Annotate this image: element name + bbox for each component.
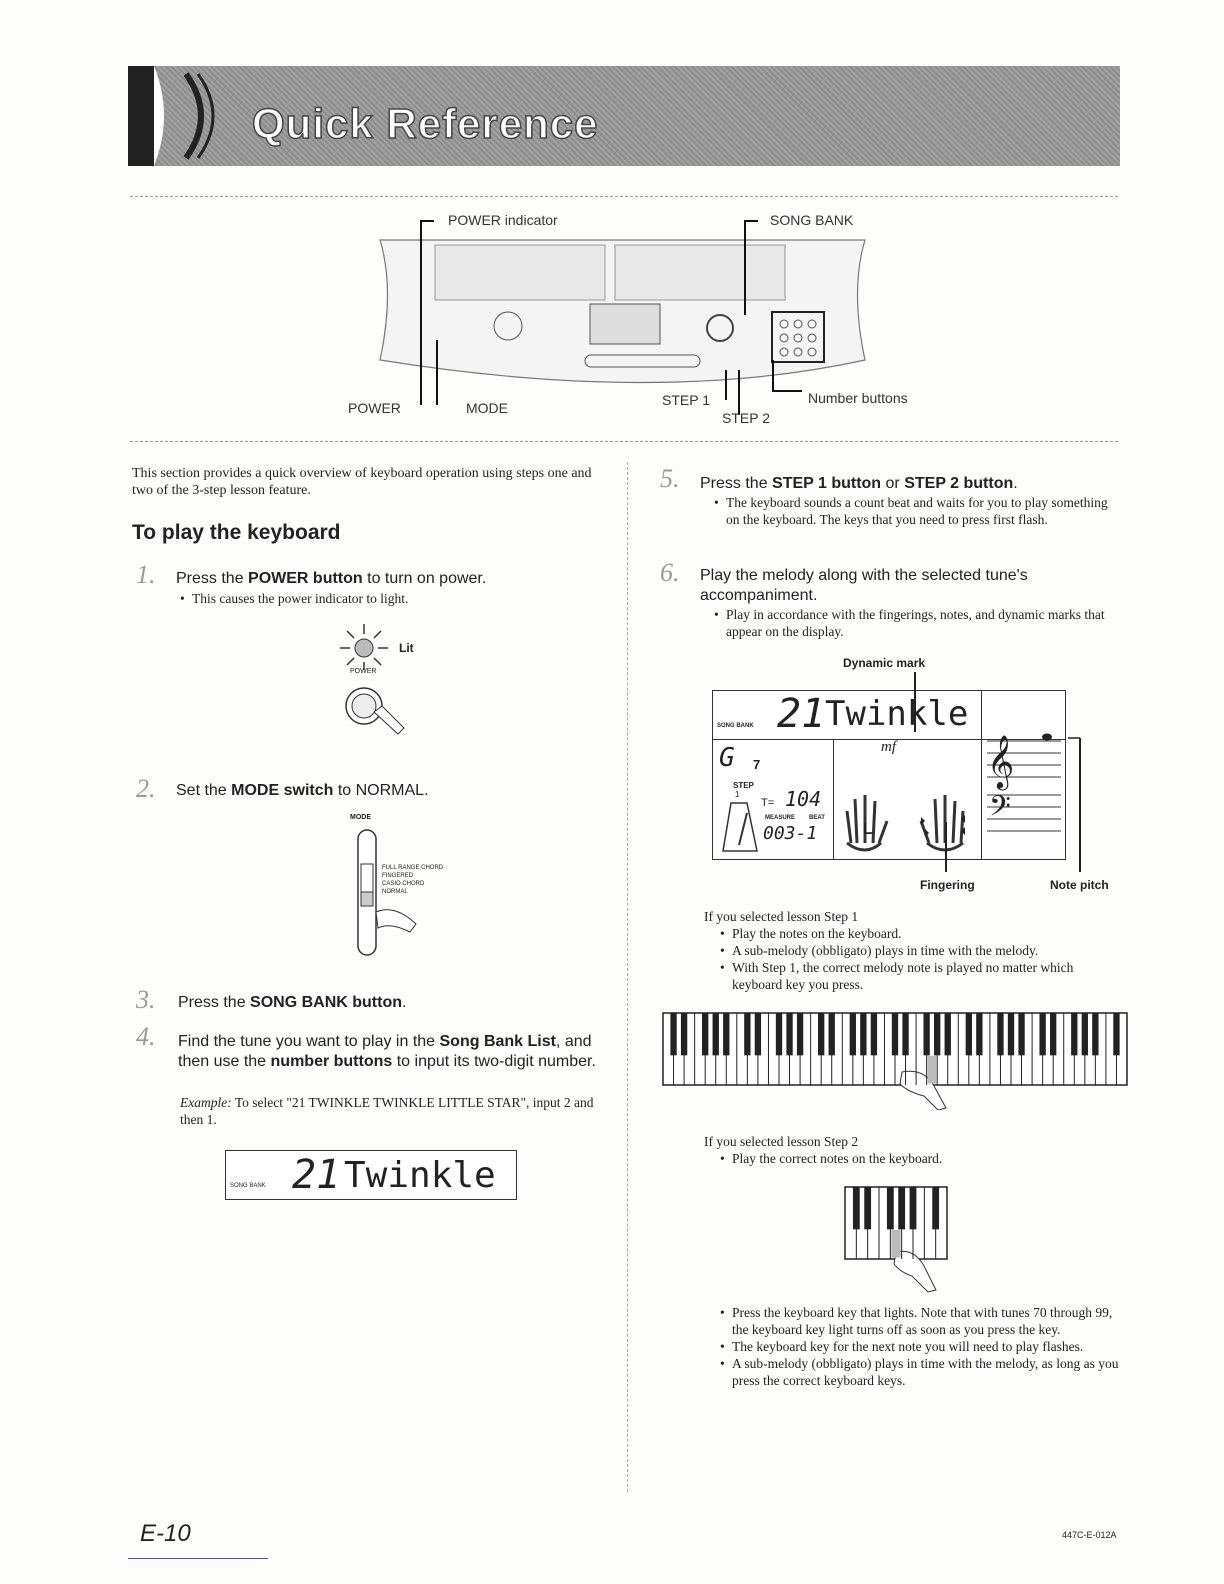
mode-small-label: MODE [350, 814, 371, 821]
power-button-lit-illustration [330, 620, 420, 745]
lesson-step1-list [718, 925, 1126, 993]
display-song-name: Twinkle [825, 694, 969, 734]
step-4-example: Example: To select "21 TWINKLE TWINKLE LITTLE STAR", input 2 and then 1. [180, 1095, 594, 1127]
list-item: • The keyboard key for the next note you will need to play flashes. [732, 1338, 1128, 1355]
song-bank-lcd [225, 1150, 517, 1200]
step-5-note: • The keyboard sounds a count beat and waits for you to play something on the keyboard. The keys that you need to press first flash. [712, 494, 1124, 528]
lesson-step2-heading: If you selected lesson Step 2 [704, 1134, 859, 1149]
dynamic-mark-label: Dynamic mark [843, 656, 926, 670]
step-6-note: • Play in accordance with the fingerings, notes, and dynamic marks that appear on the display. [712, 606, 1124, 640]
small-keyboard-illustration [844, 1186, 950, 1296]
lcd-song-number: 21 [292, 1152, 341, 1198]
step-1-number: 1. [136, 560, 156, 589]
mode-options [382, 864, 443, 896]
lit-key [891, 1230, 900, 1258]
list-item: • Play the correct notes on the keyboard. [732, 1150, 1126, 1167]
page-title: Quick Reference [252, 100, 599, 147]
column-divider [627, 462, 628, 1492]
step-5-number: 5. [660, 464, 680, 493]
step-indicator-number: 1 [735, 790, 740, 799]
step-2-number: 2. [136, 774, 156, 803]
lcd-song-bank-label: SONG BANK [230, 1183, 266, 1189]
display-song-bank-label: SONG BANK [717, 723, 754, 729]
footer-rule [128, 1558, 268, 1559]
step-6-number: 6. [660, 558, 680, 587]
svg-text:𝄞: 𝄞 [987, 734, 1015, 788]
left-hand-label: L [863, 821, 873, 838]
measure-value: 003-1 [763, 823, 818, 844]
step2-callout: STEP 2 [722, 410, 770, 426]
section-title: To play the keyboard [132, 521, 341, 544]
power-callout: POWER [348, 400, 401, 416]
step-1-text: Press the POWER button to turn on power. [176, 570, 487, 587]
power-indicator-callout: POWER indicator [448, 212, 558, 228]
step-4-number: 4. [136, 1022, 156, 1051]
step-3-text: Press the SONG BANK button. [178, 994, 407, 1011]
lcd-song-name: Twinkle [344, 1155, 496, 1196]
measure-label: MEASURE [765, 815, 796, 821]
keyboard-illustration [662, 1012, 1128, 1110]
list-item: • Play the notes on the keyboard. [732, 925, 1126, 942]
fingering-label: Fingering [920, 878, 975, 892]
svg-text:𝄢: 𝄢 [989, 790, 1011, 830]
dynamic-mark: mf [881, 739, 896, 755]
page-number: E-10 [140, 1520, 191, 1547]
mode-option: CASIO CHORD [382, 881, 425, 887]
display-callout-lines [700, 672, 1100, 882]
step-4-text: Find the tune you want to play in the Song Bank List, and then use the number buttons to input its two-digit number. [178, 1033, 596, 1070]
song-bank-callout: SONG BANK [770, 212, 854, 228]
display-song-number: 21 [777, 691, 826, 737]
chord-name: G [719, 743, 735, 773]
step-1-note: • This causes the power indicator to light. [178, 590, 598, 607]
lit-key [928, 1056, 937, 1084]
lesson-step2-list [718, 1150, 1126, 1167]
note-pitch-label: Note pitch [1050, 878, 1109, 892]
step-5-text: Press the STEP 1 button or STEP 2 button. [700, 475, 1018, 492]
mode-option: NORMAL [382, 889, 408, 895]
tempo-label: T= [761, 797, 775, 809]
mode-option: FINGERED [382, 873, 414, 879]
banner-bracket-icon [128, 66, 238, 166]
step-6-text: Play the melody along with the selected tune's accompaniment. [700, 567, 1028, 604]
document-code: 447C-E-012A [1062, 1530, 1117, 1540]
step-2-text: Set the MODE switch to NORMAL. [176, 782, 429, 799]
chord-type: 7 [753, 757, 761, 772]
final-notes-list [718, 1304, 1128, 1389]
list-item: • With Step 1, the correct melody note is played no matter which keyboard key you press. [732, 959, 1126, 993]
step-indicator-label: STEP [733, 781, 754, 790]
mode-option: FULL RANGE CHORD [382, 865, 444, 871]
power-small-label: POWER [350, 668, 377, 675]
lit-label: Lit [399, 641, 414, 655]
beat-label: BEAT [809, 815, 825, 821]
mode-callout: MODE [466, 400, 508, 416]
step1-callout: STEP 1 [662, 392, 710, 408]
list-item: • A sub-melody (obbligato) plays in time with the melody, as long as you press the correct keyboard keys. [732, 1355, 1128, 1389]
number-buttons-callout: Number buttons [808, 390, 908, 406]
step-3-number: 3. [136, 985, 156, 1014]
list-item: • Press the keyboard key that lights. Note that with tunes 70 through 99, the keyboard key light turns off as soon as you press the key. [732, 1304, 1128, 1338]
list-item: • A sub-melody (obbligato) plays in time with the melody. [732, 942, 1126, 959]
intro-text: This section provides a quick overview of keyboard operation using steps one and two of the 3-step lesson feature. [132, 466, 592, 498]
lesson-step1-heading: If you selected lesson Step 1 [704, 909, 859, 924]
tempo-value: 104 [785, 787, 822, 811]
